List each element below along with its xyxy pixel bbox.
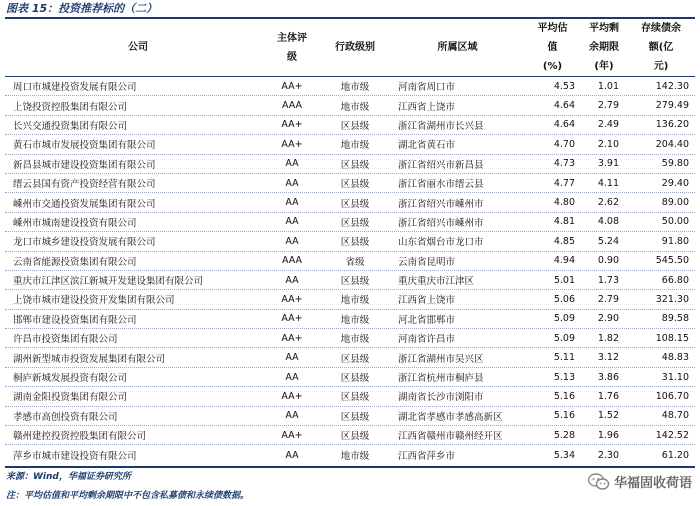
wechat-icon bbox=[588, 473, 610, 491]
cell-balance: 29.40 bbox=[661, 177, 689, 189]
watermark-text: 华福固收荷语 bbox=[613, 476, 692, 491]
cell-company: 嵊州市城南建设投资有限公司 bbox=[13, 217, 137, 229]
cell-company: 孝感市高创投资有限公司 bbox=[13, 411, 118, 423]
cell-rating: AA bbox=[285, 274, 299, 286]
cell-level: 区县级 bbox=[340, 159, 370, 171]
cell-balance: 106.70 bbox=[655, 390, 689, 402]
cell-term: 2.10 bbox=[597, 138, 619, 150]
cell-region: 云南省昆明市 bbox=[398, 256, 456, 268]
cell-balance: 31.10 bbox=[661, 371, 689, 383]
cell-term: 4.11 bbox=[597, 177, 619, 189]
cell-rating: AA bbox=[285, 410, 299, 422]
cell-balance: 136.20 bbox=[655, 119, 689, 131]
cell-company: 周口市城建投资发展有限公司 bbox=[13, 82, 137, 94]
cell-level: 区县级 bbox=[340, 217, 370, 229]
cell-term: 0.90 bbox=[597, 255, 619, 267]
cell-level: 区县级 bbox=[340, 353, 370, 365]
table-row bbox=[5, 387, 695, 406]
cell-rating: AA bbox=[285, 216, 299, 228]
table-row bbox=[5, 290, 695, 309]
cell-valuation: 5.06 bbox=[553, 293, 575, 305]
cell-region: 河南省许昌市 bbox=[398, 334, 456, 346]
cell-valuation: 4.94 bbox=[553, 255, 575, 267]
cell-balance: 48.83 bbox=[661, 352, 689, 364]
table-row bbox=[5, 368, 695, 387]
cell-level: 地市级 bbox=[340, 140, 370, 152]
cell-company: 上饶投资控股集团有限公司 bbox=[13, 101, 128, 113]
table-row bbox=[5, 135, 695, 154]
cell-rating: AA bbox=[285, 449, 299, 461]
cell-valuation: 4.85 bbox=[553, 235, 575, 247]
table-row bbox=[5, 193, 695, 212]
cell-rating: AA bbox=[285, 235, 299, 247]
header-region: 所属区域 bbox=[437, 42, 478, 53]
cell-company: 上饶市城市建设投资开发集团有限公司 bbox=[13, 295, 175, 307]
cell-balance: 204.40 bbox=[655, 138, 689, 150]
cell-balance: 321.30 bbox=[655, 293, 689, 305]
cell-company: 黄石市城市发展投资集团有限公司 bbox=[13, 140, 156, 152]
cell-region: 浙江省绍兴市嵊州市 bbox=[398, 198, 484, 210]
cell-valuation: 5.09 bbox=[553, 332, 575, 344]
cell-level: 区县级 bbox=[340, 431, 370, 443]
cell-company: 嵊州市交通投资发展集团有限公司 bbox=[13, 198, 156, 210]
cell-rating: AA bbox=[285, 352, 299, 364]
cell-company: 湖南金阳投资集团有限公司 bbox=[13, 392, 128, 404]
cell-company: 缙云县国有资产投资经营有限公司 bbox=[13, 179, 156, 191]
cell-level: 区县级 bbox=[340, 373, 370, 385]
cell-term: 1.76 bbox=[597, 390, 619, 402]
cell-term: 5.24 bbox=[597, 235, 619, 247]
table-header bbox=[5, 19, 695, 76]
cell-level: 区县级 bbox=[340, 198, 370, 210]
cell-company: 长兴交通投资集团有限公司 bbox=[13, 120, 128, 132]
footnote: 注：平均估值和平均剩余期限中不包含私募债和永续债数据。 bbox=[6, 491, 250, 501]
cell-company: 桐庐新城发展投资有限公司 bbox=[13, 373, 128, 385]
cell-region: 浙江省湖州市长兴县 bbox=[398, 120, 484, 132]
header-term: 平均剩 余期限 (年) bbox=[589, 23, 619, 72]
cell-rating: AA+ bbox=[281, 80, 303, 92]
cell-region: 重庆重庆市江津区 bbox=[398, 276, 475, 288]
table-row bbox=[5, 426, 695, 445]
cell-term: 3.12 bbox=[597, 352, 619, 364]
header-rating: 主体评 级 bbox=[277, 32, 307, 63]
cell-level: 省级 bbox=[345, 256, 365, 268]
cell-level: 地市级 bbox=[340, 451, 370, 463]
cell-valuation: 4.64 bbox=[553, 119, 575, 131]
cell-valuation: 4.80 bbox=[553, 197, 575, 209]
cell-region: 江西省赣州市赣州经开区 bbox=[398, 431, 503, 443]
cell-company: 赣州建控投资控股集团有限公司 bbox=[13, 431, 147, 443]
cell-valuation: 5.34 bbox=[553, 449, 575, 461]
cell-company: 龙口市城乡建设投资发展有限公司 bbox=[13, 237, 156, 249]
cell-balance: 50.00 bbox=[661, 216, 689, 228]
cell-region: 河南省周口市 bbox=[398, 82, 456, 94]
cell-valuation: 4.70 bbox=[553, 138, 575, 150]
cell-rating: AA bbox=[285, 158, 299, 170]
cell-rating: AA+ bbox=[281, 119, 303, 131]
cell-level: 区县级 bbox=[340, 276, 370, 288]
cell-company: 萍乡市城市建设投资有限公司 bbox=[13, 451, 137, 463]
cell-rating: AA+ bbox=[281, 138, 303, 150]
cell-term: 4.08 bbox=[597, 216, 619, 228]
cell-region: 浙江省绍兴市嵊州市 bbox=[398, 217, 484, 229]
cell-valuation: 5.01 bbox=[553, 274, 575, 286]
cell-rating: AA+ bbox=[281, 313, 303, 325]
cell-term: 2.79 bbox=[597, 293, 619, 305]
cell-balance: 89.00 bbox=[661, 197, 689, 209]
table-row bbox=[5, 329, 695, 348]
cell-rating: AA+ bbox=[281, 332, 303, 344]
cell-valuation: 5.28 bbox=[553, 429, 575, 441]
cell-level: 地市级 bbox=[340, 334, 370, 346]
cell-valuation: 5.16 bbox=[553, 390, 575, 402]
cell-valuation: 5.09 bbox=[553, 313, 575, 325]
header-balance: 存续债余 额(亿 元) bbox=[641, 23, 681, 72]
cell-rating: AAA bbox=[281, 100, 303, 112]
cell-term: 1.96 bbox=[597, 429, 619, 441]
cell-region: 湖北省孝感市孝感高新区 bbox=[398, 411, 503, 423]
cell-rating: AA+ bbox=[281, 293, 303, 305]
cell-rating: AA+ bbox=[281, 390, 303, 402]
table-row bbox=[5, 155, 695, 174]
cell-balance: 142.52 bbox=[655, 429, 689, 441]
cell-region: 浙江省杭州市桐庐县 bbox=[398, 373, 484, 385]
cell-level: 区县级 bbox=[340, 120, 370, 132]
cell-region: 山东省烟台市龙口市 bbox=[398, 237, 484, 249]
table-title: 图表 15：投资推荐标的（二） bbox=[6, 2, 158, 15]
cell-company: 云南省能源投资集团有限公司 bbox=[13, 256, 137, 268]
cell-level: 地市级 bbox=[340, 314, 370, 326]
source-note: 来源：Wind，华福证券研究所 bbox=[6, 472, 131, 482]
table-row bbox=[5, 252, 695, 271]
cell-term: 2.79 bbox=[597, 100, 619, 112]
cell-term: 1.73 bbox=[597, 274, 619, 286]
cell-company: 湖州新型城市投资发展集团有限公司 bbox=[13, 353, 166, 365]
header-company: 公司 bbox=[128, 42, 148, 53]
cell-level: 地市级 bbox=[340, 295, 370, 307]
cell-region: 江西省上饶市 bbox=[398, 295, 456, 307]
cell-rating: AA bbox=[285, 177, 299, 189]
cell-level: 区县级 bbox=[340, 392, 370, 404]
cell-balance: 279.49 bbox=[655, 100, 689, 112]
cell-valuation: 5.13 bbox=[553, 371, 575, 383]
cell-level: 地市级 bbox=[340, 82, 370, 94]
cell-balance: 108.15 bbox=[655, 332, 689, 344]
cell-balance: 59.80 bbox=[661, 158, 689, 170]
cell-region: 浙江省绍兴市新昌县 bbox=[398, 159, 484, 171]
cell-region: 湖北省黄石市 bbox=[398, 140, 456, 152]
header-level: 行政级别 bbox=[335, 42, 375, 53]
cell-company: 重庆市江津区滨江新城开发建设集团有限公司 bbox=[13, 276, 204, 288]
table-row bbox=[5, 116, 695, 135]
table-row bbox=[5, 232, 695, 251]
table-row bbox=[5, 445, 695, 464]
cell-rating: AA+ bbox=[281, 429, 303, 441]
cell-region: 河北省邯郸市 bbox=[398, 314, 456, 326]
cell-term: 3.91 bbox=[597, 158, 619, 170]
cell-company: 邯郸市建设投资集团有限公司 bbox=[13, 314, 137, 326]
table-body bbox=[5, 77, 695, 465]
cell-region: 浙江省丽水市缙云县 bbox=[398, 179, 484, 191]
cell-valuation: 4.53 bbox=[553, 80, 575, 92]
cell-term: 1.52 bbox=[597, 410, 619, 422]
header-valuation: 平均估 值 (%) bbox=[537, 23, 568, 72]
table-row bbox=[5, 348, 695, 367]
cell-rating: AA bbox=[285, 371, 299, 383]
cell-term: 3.86 bbox=[597, 371, 619, 383]
cell-balance: 142.30 bbox=[655, 80, 689, 92]
cell-company: 许昌市投资集团有限公司 bbox=[13, 334, 118, 346]
cell-company: 新昌县城市建设投资集团有限公司 bbox=[13, 159, 156, 171]
cell-term: 2.90 bbox=[597, 313, 619, 325]
cell-level: 区县级 bbox=[340, 411, 370, 423]
cell-valuation: 4.64 bbox=[553, 100, 575, 112]
cell-valuation: 4.77 bbox=[553, 177, 575, 189]
cell-rating: AAA bbox=[281, 255, 303, 267]
cell-valuation: 5.11 bbox=[553, 352, 575, 364]
cell-term: 2.62 bbox=[597, 197, 619, 209]
table-row bbox=[5, 96, 695, 115]
table-row bbox=[5, 77, 695, 96]
table-row bbox=[5, 407, 695, 426]
cell-balance: 545.50 bbox=[655, 255, 689, 267]
cell-term: 2.30 bbox=[597, 449, 619, 461]
watermark bbox=[588, 472, 692, 491]
cell-valuation: 5.16 bbox=[553, 410, 575, 422]
cell-region: 浙江省湖州市吴兴区 bbox=[398, 353, 484, 365]
cell-level: 区县级 bbox=[340, 237, 370, 249]
cell-region: 江西省萍乡市 bbox=[398, 451, 456, 463]
cell-balance: 61.20 bbox=[661, 449, 689, 461]
cell-level: 地市级 bbox=[340, 101, 370, 113]
table-row bbox=[5, 174, 695, 193]
cell-region: 江西省上饶市 bbox=[398, 101, 456, 113]
cell-valuation: 4.81 bbox=[553, 216, 575, 228]
cell-balance: 91.80 bbox=[661, 235, 689, 247]
table-row bbox=[5, 310, 695, 329]
bottom-rule bbox=[5, 466, 695, 468]
table-row bbox=[5, 271, 695, 290]
cell-term: 2.49 bbox=[597, 119, 619, 131]
cell-term: 1.01 bbox=[597, 80, 619, 92]
table-row bbox=[5, 213, 695, 232]
cell-balance: 89.58 bbox=[661, 313, 689, 325]
cell-valuation: 4.73 bbox=[553, 158, 575, 170]
cell-region: 湖南省长沙市浏阳市 bbox=[398, 392, 484, 404]
cell-balance: 66.80 bbox=[661, 274, 689, 286]
cell-term: 1.82 bbox=[597, 332, 619, 344]
cell-balance: 48.70 bbox=[661, 410, 689, 422]
cell-level: 区县级 bbox=[340, 179, 370, 191]
cell-rating: AA bbox=[285, 197, 299, 209]
